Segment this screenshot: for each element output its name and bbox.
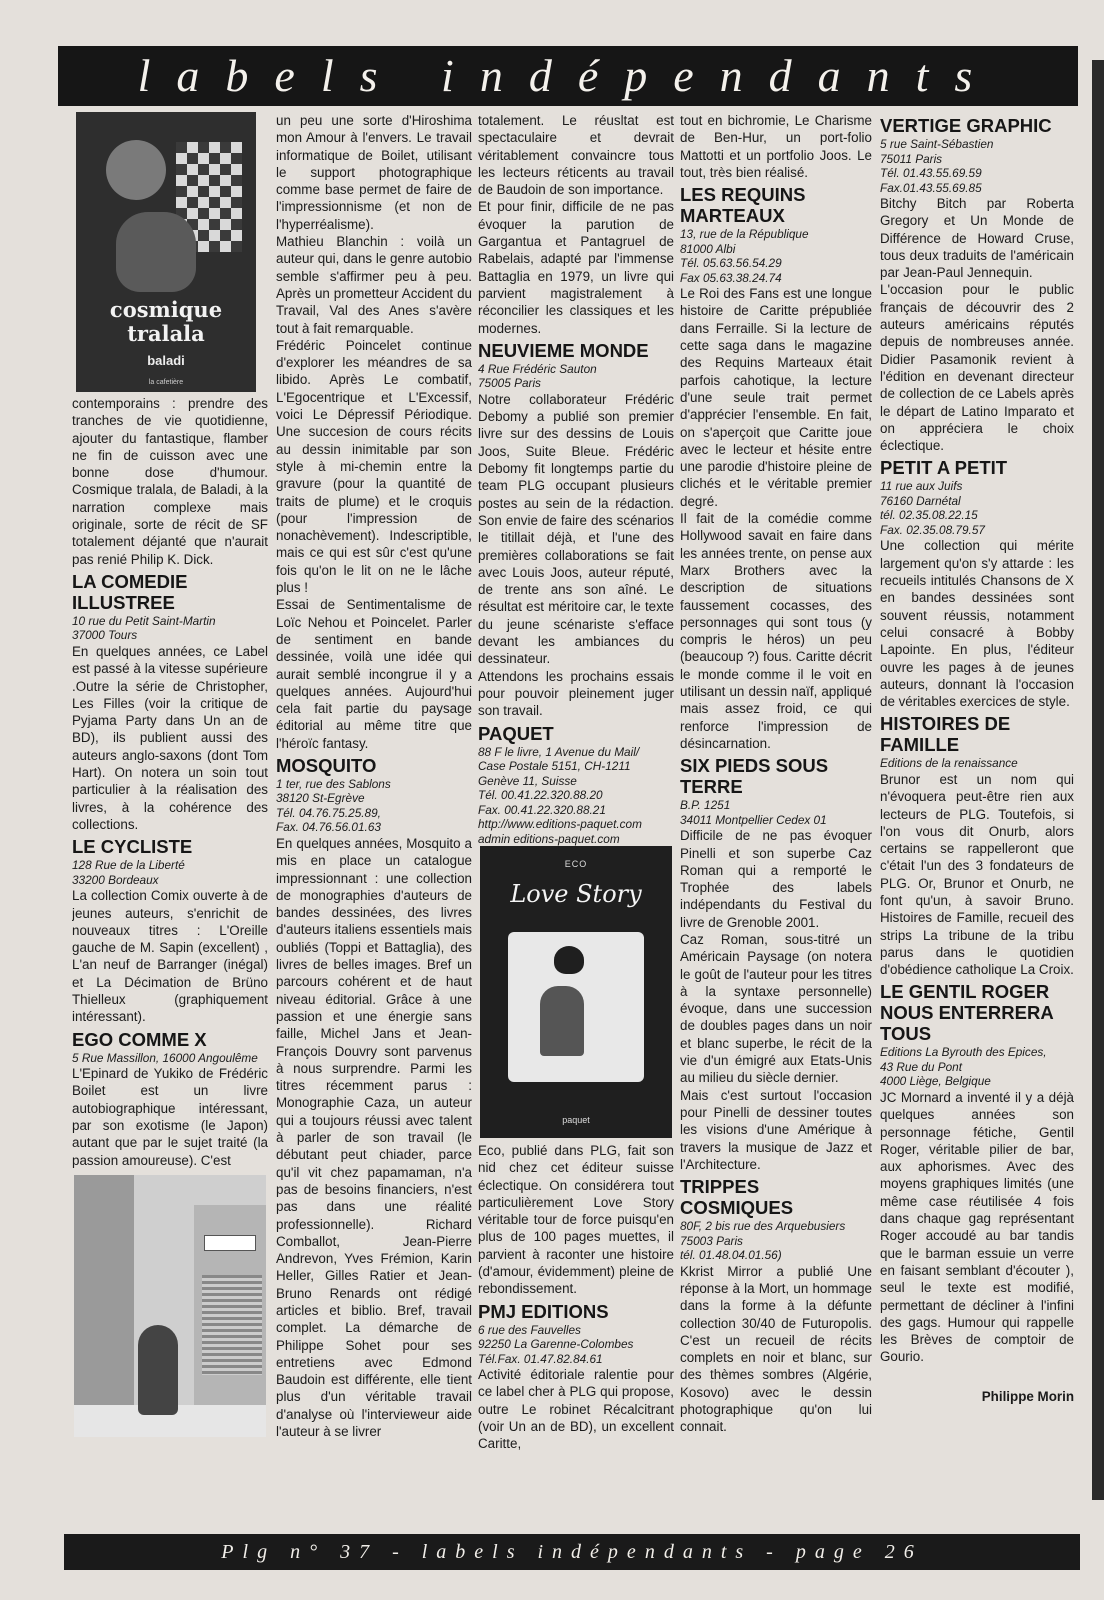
address-line: 11 rue aux Juifs: [880, 479, 963, 494]
address: [72, 614, 268, 643]
paragraph: En quelques années, ce Label est passé à la vitesse supérieure .Outre la série de Christopher, Les Filles (voir la critique de Pyjama Party dans Un an de BD), ils publient aussi des auteurs anglo-saxons (dont Tom Hart). On notera un soin tout particulier à la réalisation des livres, à la cohérence des collections.: [72, 643, 268, 832]
cover-publisher: paquet: [562, 1115, 590, 1125]
address-line: B.P. 1251: [680, 798, 731, 813]
address: [276, 777, 472, 835]
paragraph: L'Epinard de Yukiko de Frédéric Boilet est un livre autobiographique intéressant, par son exotisme (le Japon) autant que par le sujet traité (la passion amoureuse). C'est: [72, 1066, 268, 1168]
column-3: [478, 112, 674, 1522]
address-line: Tél. 01.43.55.69.59: [880, 166, 982, 180]
address-line: 37000 Tours: [72, 628, 138, 643]
address-line: 75005 Paris: [478, 376, 541, 391]
paragraph: totalement. Le réusltat est spectaculaire et devrait véritablement convaincre tous les lecteurs réticents au travail de Baudoin de son importance.: [478, 113, 674, 198]
address-line: Tél. 00.41.22.320.88.20: [478, 788, 603, 802]
label-heading: NEUVIEME MONDE: [478, 339, 649, 361]
paragraph: Il fait de la comédie comme Hollywood savait en faire dans les années trente, on pense aux Marx Brothers avec la description de situations faussement cocasses, des personnages qui sont tous (y compris le héros) un peu (beaucoup ?) fous. Caritte décrit le monde comme il le voit en utilisant un dessin naïf, appliqué mais assez froid, ce qui renforce l'impression de désincarnation.: [680, 511, 872, 751]
paragraph: Essai de Sentimentalisme de Loïc Nehou et Poincelet. Parler de sentiment en bande dessinée, voilà une idée qui aurait semblé incongrue il y a quelques années. Aujourd'hui cela fait partie du paysage éditorial au même titre que l'héroïc fantasy.: [276, 597, 472, 751]
column-2: [276, 112, 472, 1522]
address-line: 75003 Paris: [680, 1233, 743, 1248]
address-line: 92250 La Garenne-Colombes: [478, 1337, 634, 1352]
address: [680, 1219, 872, 1263]
label-heading: LA COMEDIE ILLUSTREE: [72, 570, 188, 613]
cover-art-figure: [540, 986, 584, 1056]
paragraph: Et pour finir, difficile de ne pas évoquer la parution de Gargantua et Pantagruel de Rabelais, adapté par l'immense Battaglia en 1979, un livre qui parvient magistralement à réconcilier les classiques et les modernes.: [478, 199, 674, 336]
label-heading: PETIT A PETIT: [880, 457, 1008, 479]
column-4: [680, 112, 872, 1522]
cover-publisher: la cafetière: [148, 379, 184, 386]
address-line: 76160 Darnétal: [880, 493, 961, 508]
paragraph: Eco, publié dans PLG, fait son nid chez cet éditeur suisse éclectique. On considérera tout particulièrement Love Story véritable tour de force puisqu'en plus de 100 pages muettes, il parvient à raconter une histoire (d'amour, évidemment) pleine de rebondissement.: [478, 1143, 674, 1297]
address-line: http://www.editions-paquet.com: [478, 817, 642, 831]
page-edge-bar: [1092, 60, 1104, 1500]
address-line: Editions de la renaissance: [880, 756, 1018, 771]
section-banner: [58, 46, 1078, 106]
paragraph: contemporains : prendre des tranches de vie quotidienne, ajouter du fantastique, flamber ne fin de cuisson avec une bonne dose d'humour. Cosmique tralala, de Baladi, à la narration complexe mais originale, sorte de récit de SF totalement déjanté que n'aurait pas renié Philip K. Dick.: [72, 396, 268, 567]
address-line: 4 Rue Frédéric Sauton: [478, 361, 597, 376]
address-line: 4000 Liège, Belgique: [880, 1074, 991, 1089]
cover-art-heart: [554, 946, 584, 974]
paragraph: Attendons les prochains essais pour pouvoir pleinement juger son travail.: [478, 668, 674, 719]
label-heading: VERTIGE GRAPHIC: [880, 115, 1052, 136]
cover-cosmique-tralala: [76, 112, 256, 392]
address-line: Fax.01.43.55.69.85: [880, 180, 982, 195]
paragraph: Mathieu Blanchin : voilà un auteur qui, dans le genre autobio semble s'affirmer peu à peu. Après un prometteur Accident du Travail, Val des Anes s'avère tout à fait remarquable.: [276, 234, 472, 336]
label-heading: TRIPPES COSMIQUES: [680, 1176, 794, 1219]
address-line: Editions La Byrouth des Epices,: [880, 1045, 1047, 1060]
cover-art-sun: [106, 140, 166, 200]
paragraph: Activité éditoriale ralentie pour ce label cher à PLG qui propose, outre Le robinet Récalcitrant (voir Un an de BD), un excellent Caritte,: [478, 1367, 674, 1452]
footer-text: Plg n° 37 - labels indépendants - page 26: [221, 1541, 923, 1563]
paragraph: Une collection qui mérite largement qu'on s'y attarde : les recueils intitulés Chansons de X en bandes dessinées sont souvent réussis, notamment celui consacré à Bobby Lapointe. En plus, l'éditeur ouvre les pages à de jeunes auteurs, donnant là l'occasion de véritables exercices de style.: [880, 538, 1074, 710]
address-line: Fax. 02.35.08.79.57: [880, 522, 985, 537]
paragraph: Kkrist Mirror a publié Une réponse à la Mort, un hommage dans la forme à la défunte collection 30/40 de Futuropolis. C'est un recueil de récits complets en noir et blanc, sur des thèmes sombres (Algérie, Kosovo) avec le dessin photographique qu'on lui connait.: [680, 1263, 872, 1435]
address: [478, 1323, 674, 1367]
address-line: 1 ter, rue des Sablons: [276, 776, 391, 791]
address-line: Fax. 00.41.22.320.88.21: [478, 802, 606, 817]
address: [880, 756, 1074, 771]
address-line: 6 rue des Fauvelles: [478, 1322, 581, 1337]
address-line: 5 Rue Massillon, 16000 Angoulême: [72, 1050, 258, 1065]
address: [880, 479, 1074, 537]
address-line: 13, rue de la République: [680, 227, 809, 242]
address-line: 43 Rue du Pont: [880, 1059, 962, 1074]
address: [680, 798, 872, 827]
address: [478, 362, 674, 391]
paragraph: La collection Comix ouverte à de jeunes auteurs, s'enrichit de nouveaux titres : L'Oreille gauche de M. Sapin (excellent) , L'an neuf de Barranger (inégal) et La Décimation de Brüno Thielleux (graphiquement intéressant).: [72, 888, 268, 1025]
address-line: 88 F le livre, 1 Avenue du Mail/: [478, 744, 640, 759]
address: [72, 1051, 268, 1066]
address-line: Case Postale 5151, CH-1211: [478, 759, 631, 773]
cover-art-building: [74, 1175, 134, 1437]
cover-epinard-de-yukiko: [74, 1175, 266, 1437]
address-line: 10 rue du Petit Saint-Martin: [72, 613, 216, 628]
address-line: admin editions-paquet.com: [478, 831, 620, 846]
address-line: 5 rue Saint-Sébastien: [880, 137, 994, 151]
address-line: 75011 Paris: [880, 151, 943, 166]
paragraph: Caz Roman, sous-titré un Américain Paysage (on notera le goût de l'auteur pour les titres à la syntaxe personnelle) évoque, dans une succession de doubles pages dans un noir et blanc superbe, le récit de la vie d'un émigré aux Etats-Unis au milieu du siècle dernier.: [680, 931, 872, 1086]
address: [72, 858, 268, 887]
address-line: 34011 Montpellier Cedex 01: [680, 812, 827, 827]
paragraph: Le Roi des Fans est une longue histoire de Caritte prépubliée dans Ferraille. Si la lecture de cette saga dans le magazine des Requins Marteaux était parfois cahotique, la lecture d'une seule trait permet d'apprécier l'ensemble. En fait, on s'aperçoit que Caritte joue avec le lecteur et hésite entre une parodie d'histoire pleine de clichés et le véritable premier degré.: [680, 286, 872, 509]
paragraph: tout en bichromie, Le Charisme de Ben-Hur, un port-folio Mattotti et un portfolio Joos. Le tout, très bien réalisé.: [680, 113, 872, 180]
paragraph: L'occasion pour le public français de découvrir des 2 auteurs américains réputés depuis de nombreuses année. Didier Pasamonik revient à l'édition en devenant directeur de collection de ce Labels après le départ de Latino Imparato et on appréciera le choix éclectique.: [880, 282, 1074, 454]
address-line: Fax 05.63.38.24.74: [680, 270, 782, 285]
page-footer: [64, 1534, 1080, 1570]
paragraph: Mais c'est surtout l'occasion pour Pinelli de dessiner toutes les visions d'une Amérique à travers la musique de Jazz et l'Architecture.: [680, 1087, 872, 1172]
address-line: 38120 St-Egrève: [276, 791, 365, 806]
address-line: tél. 01.48.04.01.56): [680, 1248, 782, 1263]
cover-imprint: ECO: [564, 859, 588, 869]
cover-title: cosmique tralala: [109, 297, 223, 346]
address: [880, 1045, 1074, 1089]
label-heading: EGO COMME X: [72, 1028, 207, 1050]
cover-title: Love Story: [510, 880, 642, 908]
paragraph: Difficile de ne pas évoquer Pinelli et son superbe Caz Roman qui a remporté le Trophée des labels indépendants du Festival du livre de Grenoble 2001.: [680, 828, 872, 930]
paragraph: un peu une sorte d'Hiroshima mon Amour à l'envers. Le travail informatique de Boilet, utilisant le support photographique comme base permet de faire de l'impressionnisme (et non de l'hyperréalisme).: [276, 113, 472, 232]
paragraph: En quelques années, Mosquito a mis en place un catalogue impressionnant : une collection de monographies d'auteurs de bandes dessinées, des livres d'auteurs italiens essentiels mais oubliés (Toppi et Battaglia), des livres de belles images. Bref un parcours cohérent et de haut niveau éditorial. Grâce à une passion et une énergie sans faille, Michel Jans et Jean-François Douvry sont parvenus à nous surprendre. Parmi les titres récemment parus : Monographie Caza, un auteur qui a toujours réussi avec talent à parler de son travail (le débutant peut chiader, parce qu'il vit chez papamaman, n'a pas de besoins financiers, n'est pas dans une réalité professionnelle). Richard Comballot, Jean-Pierre Andrevon, Yves Frémion, Karin Heller, Gilles Ratier et Jean-Bruno Renards ont rédigé articles et biblio. Bref, travail complet. La démarche de Philippe Sohet pour ses entretiens avec Edmond Baudoin est différente, elle tient plus d'un véritable travail d'analyse où l'intervieweur aide l'auteur à se livrer: [276, 835, 472, 1440]
label-heading: LES REQUINS MARTEAUX: [680, 184, 806, 227]
label-heading: MOSQUITO: [276, 754, 377, 776]
address-line: 128 Rue de la Liberté: [72, 858, 185, 873]
address-line: Genève 11, Suisse: [478, 773, 577, 788]
cover-art-couple: [138, 1325, 178, 1415]
column-1: [72, 112, 268, 1522]
label-heading: LE CYCLISTE: [72, 836, 193, 858]
cover-art-sign: [204, 1235, 256, 1251]
address-line: 80F, 2 bis rue des Arquebusiers: [680, 1219, 846, 1234]
address-line: 33200 Bordeaux: [72, 872, 159, 887]
address: [478, 745, 674, 847]
paragraph: JC Mornard a inventé il y a déjà quelques années son personnage fétiche, Gentil Roger, véritable pilier de bar, aux aphorismes. Avec des moyens graphiques limités (une même case réutilisée 4 fois dans chaque gag représentant Roger accoudé au bar tandis que le barman essuie un verre en faisant semblant d'écouter ), seul le texte est modifié, permettant de décliner à l'infini des gags. Humour qui rappelle les Brèves de comptoir de Gourio.: [880, 1089, 1074, 1365]
address-line: Tél.Fax. 01.47.82.84.61: [478, 1351, 603, 1366]
paragraph: Notre collaborateur Frédéric Debomy a publié son premier livre sur des dessins de Louis Joos, Suite Bleue. Frédéric Debomy fit longtemps partie du team PLG occupant plusieurs postes au sein de la rédaction. Son envie de faire des scénarios le titillait déjà, et l'une des premières collaborations se fait avec Louis Joos, auteur réputé, de trente ans son aîné. Le résultat est méritoire car, le texte du jeune scénariste s'efface devant les ambiances du dessinateur.: [478, 391, 674, 667]
author-signature: Philippe Morin: [981, 1388, 1074, 1404]
address: [880, 137, 1074, 195]
address-line: Fax. 04.76.56.01.63: [276, 820, 381, 835]
label-heading: PMJ EDITIONS: [478, 1300, 609, 1322]
label-heading: HISTOIRES DE FAMILLE: [880, 713, 1011, 756]
label-heading: LE GENTIL ROGER NOUS ENTERRERA TOUS: [880, 981, 1054, 1045]
paragraph: Frédéric Poincelet continue d'explorer les méandres de sa libido. Après Le combatif, L'Egocentrique et L'Excessif, voici Le Dépressif Périodique. Une succesion de cours récits au dessin inimitable par son style à mi-chemin entre la gravure (pour la quantité de traits de plume) et le croquis (pour l'impression de nonachèvement). Indescriptible, mais ce qui est sûr c'est qu'une fois qu'on le lit on ne le lâche plus !: [276, 337, 472, 596]
label-heading: SIX PIEDS SOUS TERRE: [680, 755, 829, 798]
paragraph: Bitchy Bitch par Roberta Gregory et Un Monde de Différence de Howard Cruse, tous deux traduits de l'américain par Jean-Paul Jennequin.: [880, 196, 1074, 281]
column-5: [880, 112, 1074, 1522]
cover-art-figure: [116, 212, 196, 292]
cover-love-story: [480, 846, 672, 1138]
label-heading: PAQUET: [478, 722, 554, 744]
address: [680, 227, 872, 285]
address-line: Tél. 05.63.56.54.29: [680, 256, 782, 271]
address-line: tél. 02.35.08.22.15: [880, 508, 978, 523]
address-line: Tél. 04.76.75.25.89,: [276, 805, 381, 820]
paragraph: Brunor est un nom qui n'évoquera peut-être rien aux lecteurs de PLG. Toutefois, si l'on vous dit Onurb, alors certains se rappelleront que c'était l'un des 3 fondateurs de PLG. Or, Brunor et Onurb, ne font qu'un, à savoir Bruno. Histoires de Famille, recueil des strips La tribune de la tribu parus dans le quotidien d'obédience catholique La Croix.: [880, 771, 1074, 978]
section-title: labels indépendants: [137, 50, 999, 101]
cover-author: baladi: [147, 353, 185, 368]
cover-art-shutter: [202, 1275, 262, 1375]
address-line: 81000 Albi: [680, 241, 736, 256]
